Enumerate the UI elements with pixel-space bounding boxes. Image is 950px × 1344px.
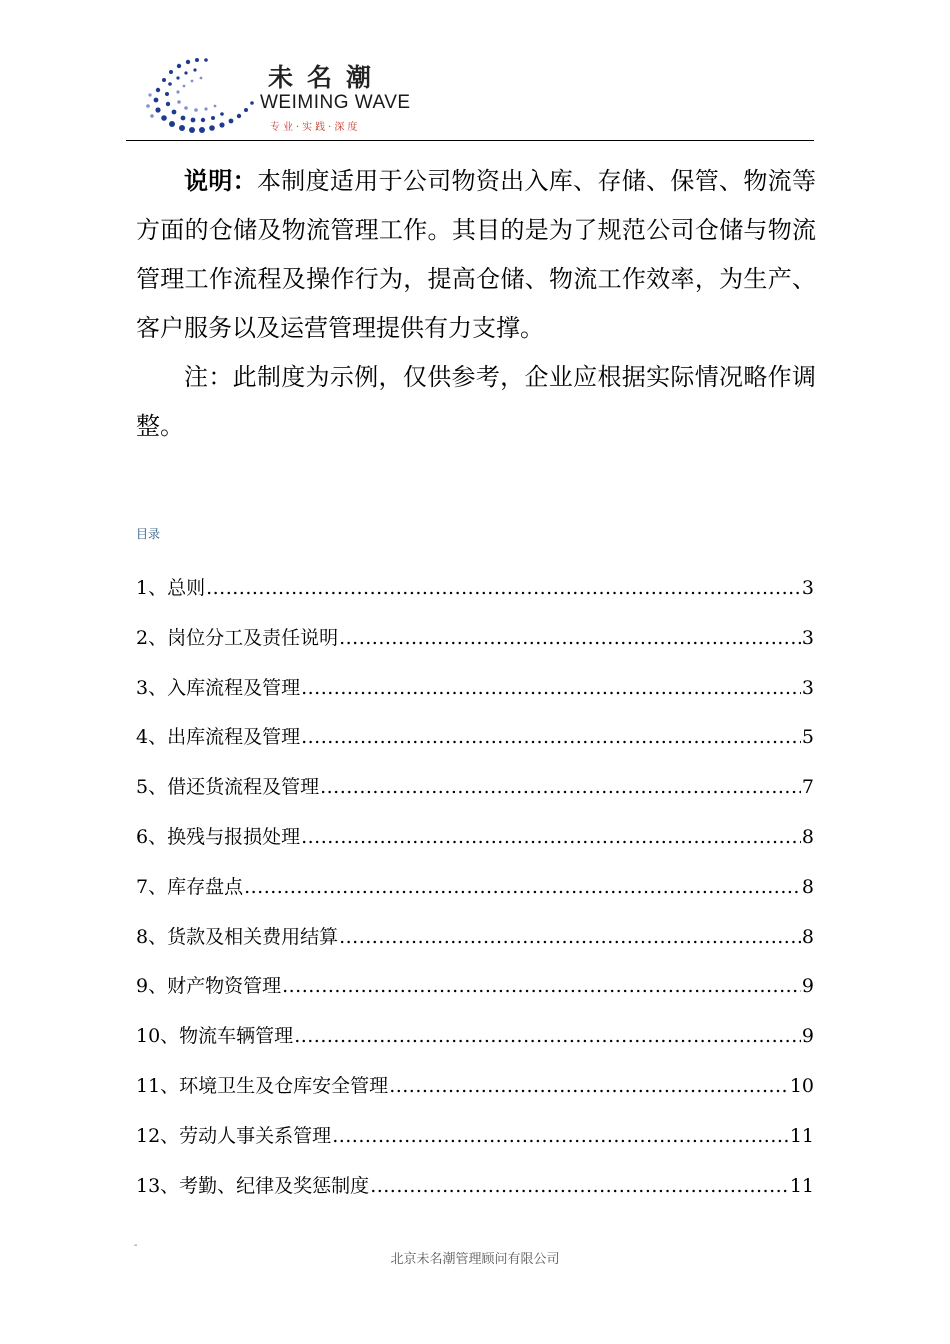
wave-logo-icon [134, 50, 264, 136]
toc-entry[interactable] [136, 922, 814, 972]
toc-leader [339, 926, 801, 948]
toc-leader [301, 726, 801, 748]
toc-entry-page: 5 [801, 726, 814, 749]
toc-entry-title: 11、环境卫生及仓库安全管理 [136, 1074, 389, 1097]
toc-entry-title: 2、岗位分工及责任说明 [136, 626, 339, 649]
toc-leader [301, 677, 801, 699]
toc-entry-page: 3 [801, 577, 814, 599]
toc-entry-page: 10 [789, 1074, 814, 1097]
brand-name-en: WEIMING WAVE [260, 92, 411, 113]
brand-name-cn: 未名潮 [268, 63, 386, 92]
toc-entry-page: 7 [801, 776, 814, 799]
toc-entry-title: 4、出库流程及管理 [136, 726, 301, 749]
toc-entry-page: 3 [801, 676, 814, 699]
toc-entry[interactable] [136, 872, 814, 922]
footer-mark: - [134, 1240, 138, 1251]
note-paragraph: 注：此制度为示例，仅供参考，企业应根据实际情况略作调整。 [136, 363, 816, 440]
toc-leader [294, 1025, 801, 1047]
toc-entry[interactable] [136, 1171, 814, 1221]
toc-entry[interactable] [136, 772, 814, 822]
toc-entry[interactable] [136, 1121, 814, 1171]
intro-section [136, 156, 816, 451]
toc-leader [301, 826, 801, 848]
toc-entry-page: 11 [789, 1174, 814, 1197]
toc-heading: 目录 [136, 527, 161, 541]
intro-text: 本制度适用于公司物资出入库、存储、保管、物流等方面的仓储及物流管理工作。其目的是为了规范公司仓储与物流管理工作流程及操作行为，提高仓储、物流工作效率，为生产、客户服务以及运营管理提供有力支撑。 [136, 167, 817, 342]
toc-entry[interactable] [136, 971, 814, 1021]
toc-entry[interactable] [136, 1021, 814, 1071]
table-of-contents [136, 573, 814, 1220]
toc-leader [206, 577, 801, 599]
toc-entry-page: 9 [801, 975, 814, 998]
page-footer: 北京未名潮管理顾问有限公司 [390, 1252, 560, 1267]
toc-entry-title: 3、入库流程及管理 [136, 676, 301, 699]
toc-entry-page: 11 [789, 1124, 814, 1147]
toc-leader [332, 1125, 789, 1147]
toc-entry-title: 5、借还货流程及管理 [136, 776, 320, 799]
toc-entry-title: 8、货款及相关费用结算 [136, 925, 339, 948]
toc-entry[interactable] [136, 673, 814, 723]
brand-tagline: 专业·实践·深度 [270, 122, 361, 133]
toc-leader [244, 876, 801, 898]
toc-leader [370, 1175, 789, 1197]
toc-entry-title: 10、物流车辆管理 [136, 1025, 294, 1048]
toc-entry-title: 12、劳动人事关系管理 [136, 1124, 332, 1147]
toc-entry-page: 8 [801, 925, 814, 948]
toc-leader [282, 975, 801, 997]
toc-entry-page: 3 [801, 626, 814, 649]
toc-entry-title: 13、考勤、纪律及奖惩制度 [136, 1174, 370, 1197]
toc-entry-title: 1、总则 [136, 577, 206, 599]
toc-entry[interactable] [136, 822, 814, 872]
toc-leader [339, 627, 801, 649]
toc-entry-title: 6、换残与报损处理 [136, 825, 301, 848]
toc-entry[interactable] [136, 623, 814, 673]
intro-paragraph [136, 156, 816, 353]
toc-entry-page: 9 [801, 1025, 814, 1048]
toc-entry[interactable] [136, 1071, 814, 1121]
intro-lead: 说明： [184, 166, 257, 195]
toc-entry[interactable] [136, 722, 814, 772]
toc-entry[interactable] [136, 573, 814, 623]
page-header [120, 48, 814, 140]
toc-leader [320, 776, 801, 798]
toc-entry-title: 7、库存盘点 [136, 875, 244, 898]
toc-leader [389, 1075, 789, 1097]
header-divider [126, 140, 814, 141]
toc-entry-page: 8 [801, 825, 814, 848]
toc-entry-title: 9、财产物资管理 [136, 975, 282, 998]
toc-entry-page: 8 [801, 875, 814, 898]
